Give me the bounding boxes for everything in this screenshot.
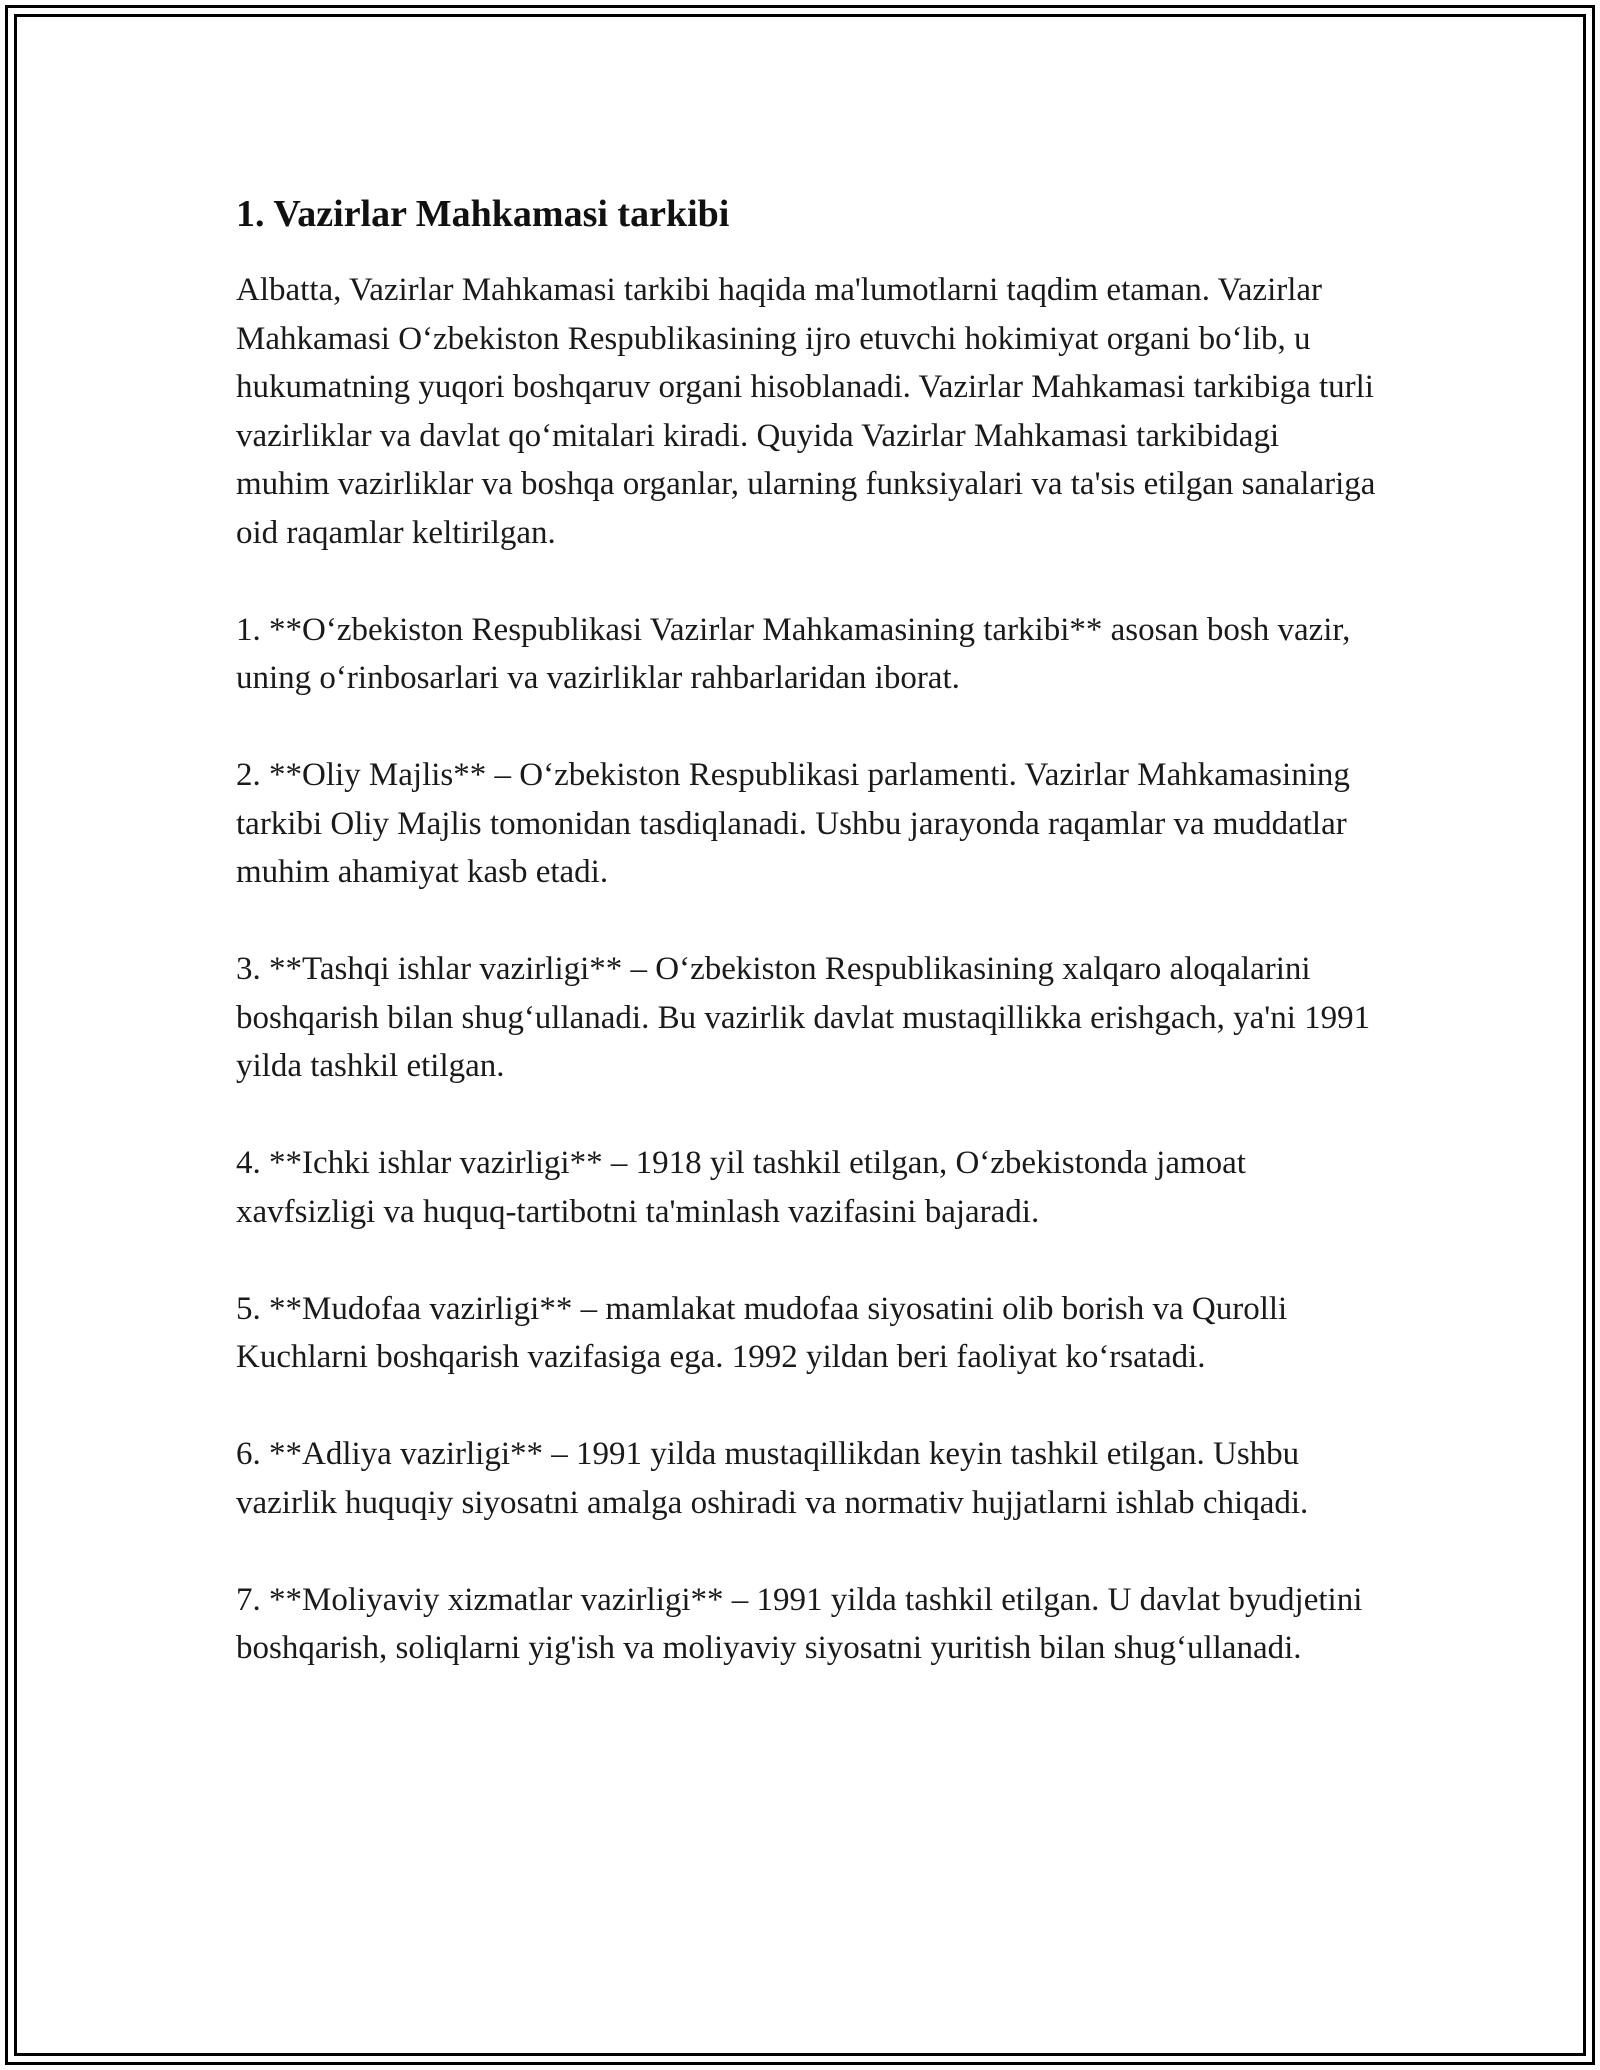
list-item-3: 3. **Tashqi ishlar vazirligi** – O‘zbekiston Respublikasining xalqaro aloqalarini boshqarish bilan shug‘ullanadi. Bu vazirlik davlat mustaqillikka erishgach, ya'ni 1991 yilda tashkil etilgan. [236,951,1371,1084]
list-item-7: 7. **Moliyaviy xizmatlar vazirligi** – 1991 yilda tashkil etilgan. U davlat byudjetini boshqarish, soliqlarni yig'ish va moliyaviy siyosatni yuritish bilan shug‘ullanadi. [236,1581,1363,1666]
list-item-4: 4. **Ichki ishlar vazirligi** – 1918 yil tashkil etilgan, O‘zbekistonda jamoat xavfsizligi va huquq-tartibotni ta'minlash vazifasini bajaradi. [236,1145,1246,1230]
list-item-1: 1. **O‘zbekiston Respublikasi Vazirlar Mahkamasining tarkibi** asosan bosh vazir, uning o‘rinbosarlari va vazirliklar rahbarlaridan iborat. [236,611,1351,696]
list-item-2: 2. **Oliy Majlis** – O‘zbekiston Respublikasi parlamenti. Vazirlar Mahkamasining tarkibi Oliy Majlis tomonidan tasdiqlanadi. Ushbu jarayonda raqamlar va muddatlar muhim ahamiyat kasb etadi. [236,757,1350,890]
intro-paragraph: Albatta, Vazirlar Mahkamasi tarkibi haqida ma'lumotlarni taqdim etaman. Vazirlar Mahkamasi O‘zbekiston Respublikasining ijro etuvchi hokimiyat organi bo‘lib, u hukumatning yuqori boshqaruv organi hisoblanadi. Vazirlar Mahkamasi tarkibiga turli vazirliklar va davlat qo‘mitalari kiradi. Quyida Vazirlar Mahkamasi tarkibidagi muhim vazirliklar va boshqa organlar, ularning funksiyalari va ta'sis etilgan sanalariga oid raqamlar keltirilgan. [236,272,1376,551]
document-title: 1. Vazirlar Mahkamasi tarkibi [236,193,730,235]
list-item-6: 6. **Adliya vazirligi** – 1991 yilda mustaqillikdan keyin tashkil etilgan. Ushbu vazirlik huquqiy siyosatni amalga oshiradi va normativ hujjatlarni ishlab chiqadi. [236,1436,1309,1521]
list-item-5: 5. **Mudofaa vazirligi** – mamlakat mudofaa siyosatini olib borish va Qurolli Kuchlarni boshqarish vazifasiga ega. 1992 yildan beri faoliyat ko‘rsatadi. [236,1290,1288,1375]
document-body [236,188,1376,1673]
